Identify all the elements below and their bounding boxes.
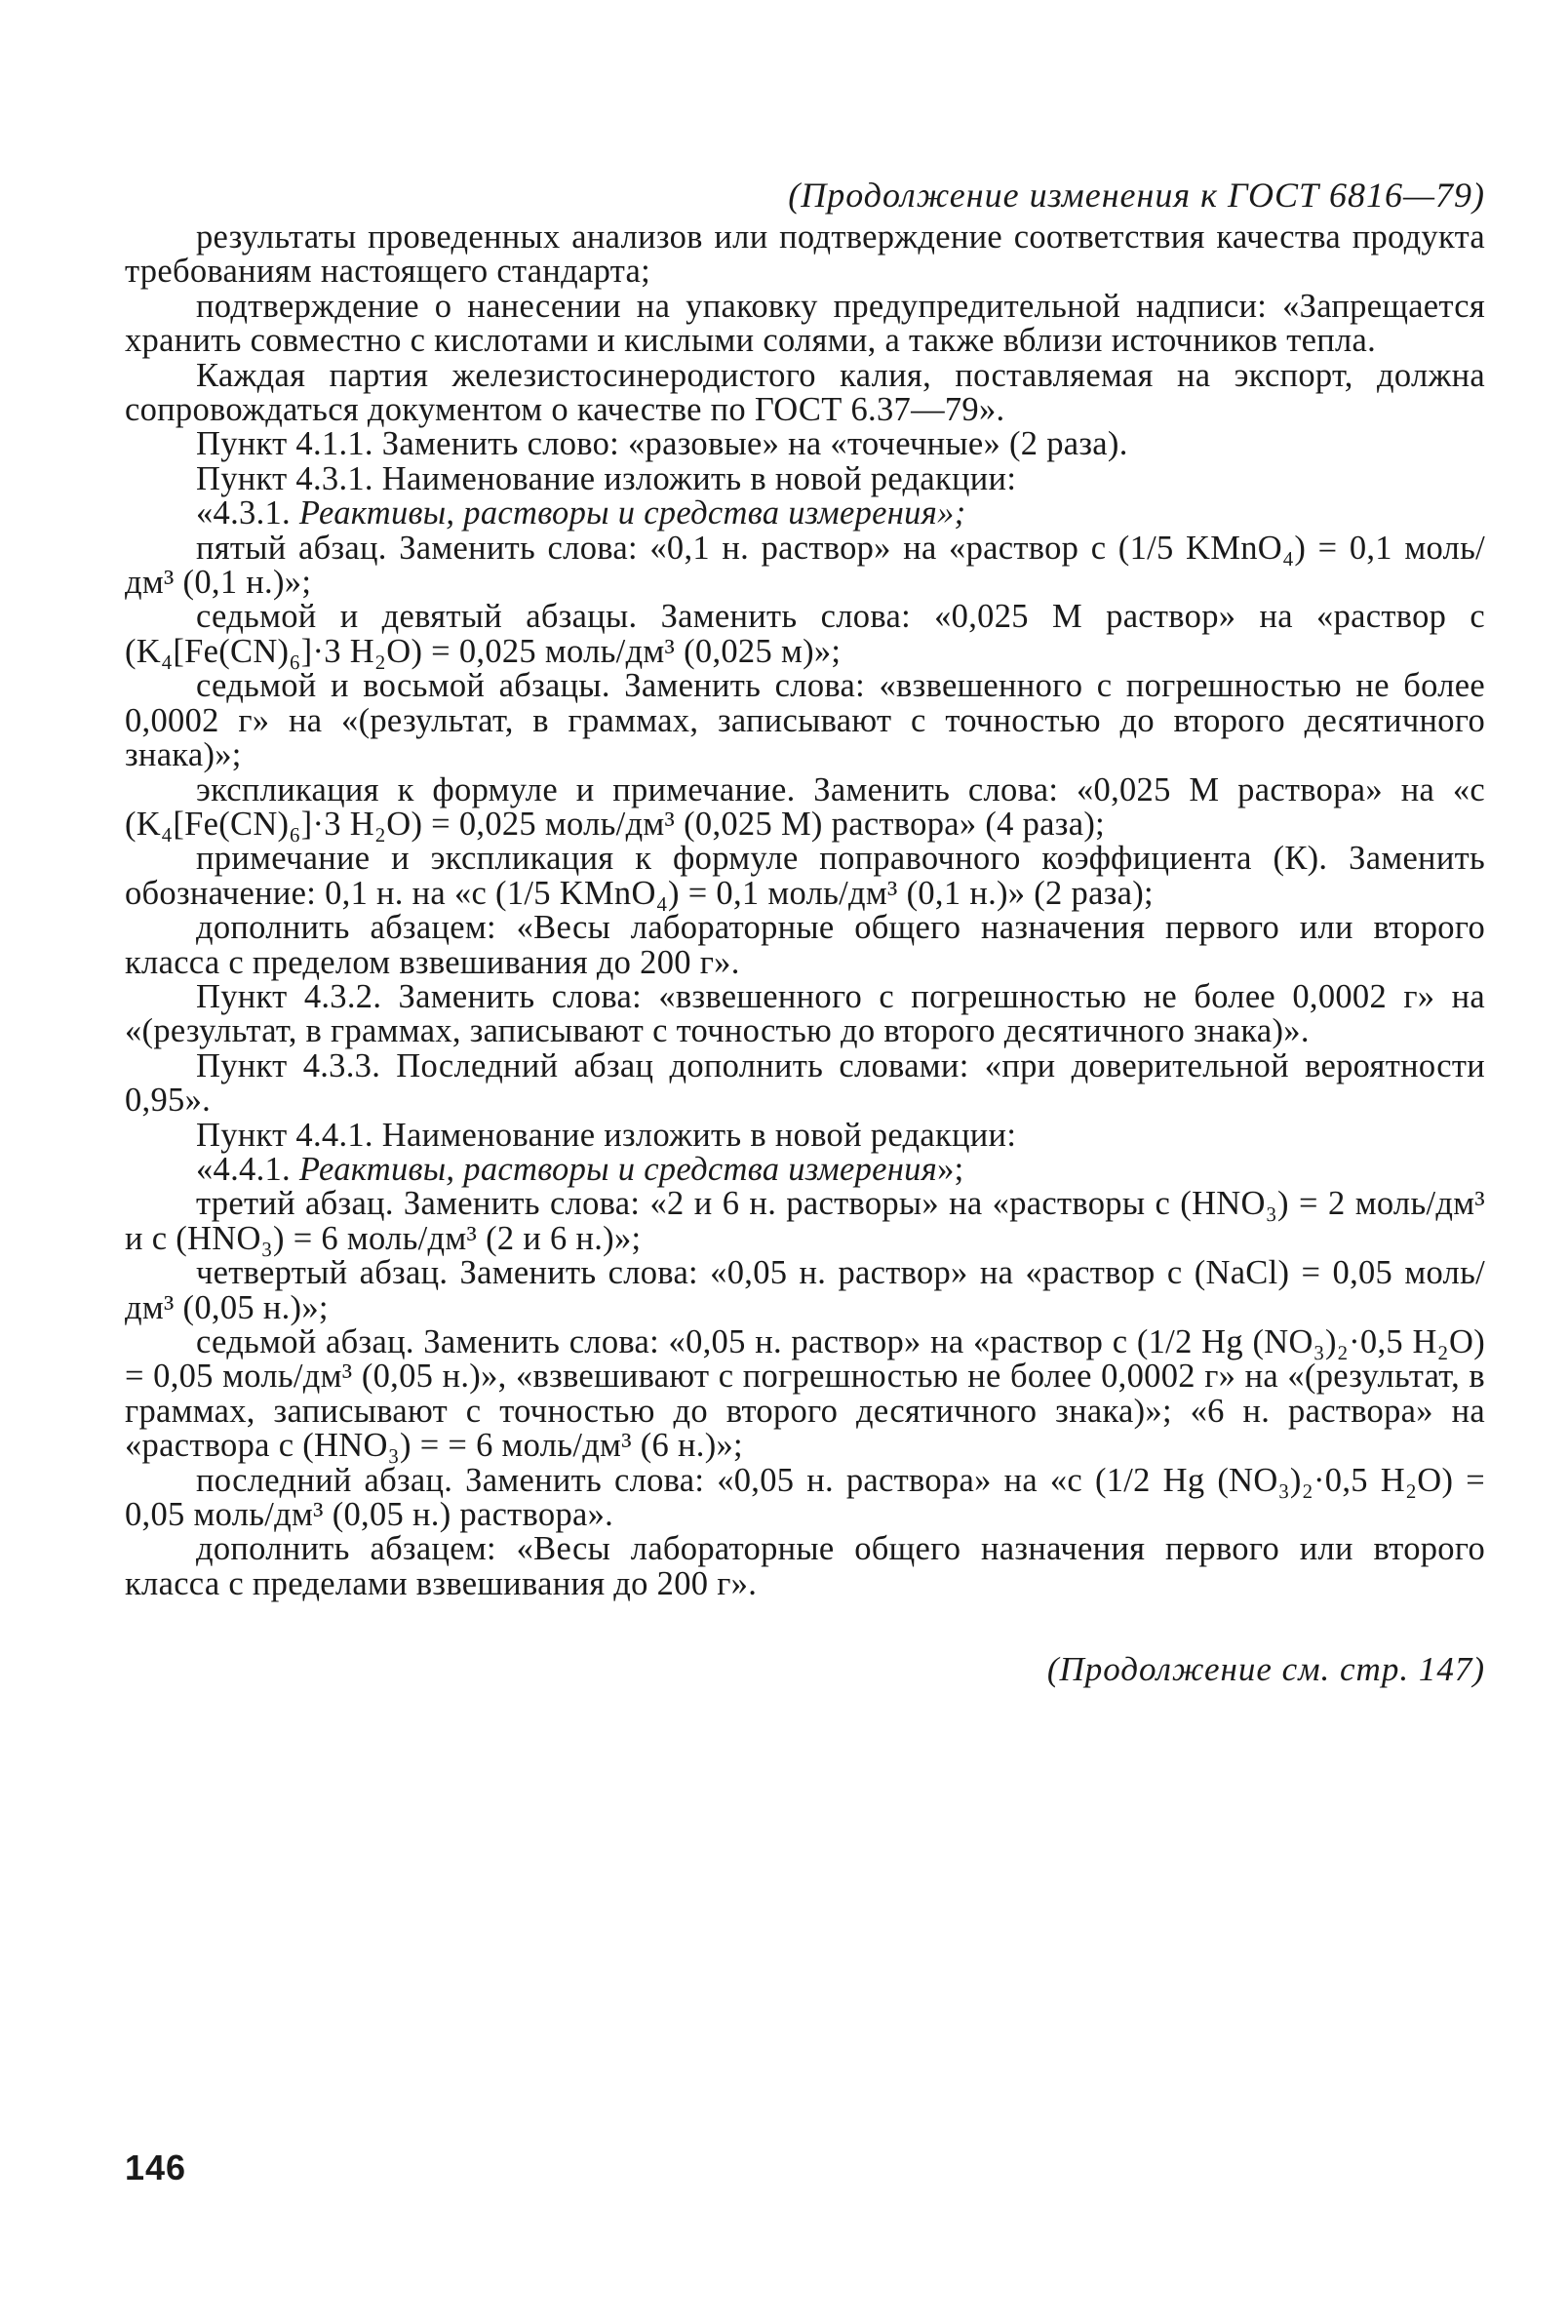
paragraph-15: Пункт 4.4.1. Наименование изложить в новой редакции: xyxy=(196,1116,1017,1154)
paragraph-16 xyxy=(125,1150,1485,1188)
paragraph-4: Пункт 4.1.1. Заменить слово: «разовые» на «точечные» (2 раза). xyxy=(196,425,1128,463)
page-number: 146 xyxy=(125,2147,187,2187)
paragraph-8: седьмой и девятый абзацы. Заменить слова: «0,025 М раствор» на «раствор с (K₄[Fe(CN)₆]·3 H₂O) = 0,025 моль/дм³ (0,025 м)»; xyxy=(125,598,1485,670)
paragraph-2: подтверждение о нанесении на упаковку предупредительной надписи: «Запрещается хранить совместно с кислотами и кислыми солями, а также вблизи источников тепла. xyxy=(125,287,1485,360)
paragraph-19: седьмой абзац. Заменить слова: «0,05 н. раствор» на «раствор с (1/2 Hg (NO₃)₂·0,5 H₂O) = 0,05 моль/дм³ (0,05 н.)», «взвешивают с погрешностью не более 0,0002 г» на «(результат, в граммах, записывают с точностью до второго десятичного знака)»; «6 н. раствора» на «раствора с (HNO₃) = = 6 моль/дм³ (6 н.)»; xyxy=(125,1323,1485,1465)
paragraph-20: последний абзац. Заменить слова: «0,05 н. раствора» на «с (1/2 Hg (NO₃)₂·0,5 H₂O) = 0,05 моль/дм³ (0,05 н.) раствора». xyxy=(125,1461,1485,1534)
page-header: (Продолжение изменения к ГОСТ 6816—79) xyxy=(788,176,1485,215)
paragraph-1: результаты проведенных анализов или подтверждение соответствия качества продукта требованиям настоящего стандарта; xyxy=(125,218,1485,291)
paragraph-16-prefix: «4.4.1. xyxy=(196,1150,299,1188)
paragraph-12: дополнить абзацем: «Весы лабораторные общего назначения первого или второго класса с пределом взвешивания до 200 г». xyxy=(125,909,1485,981)
continuation-note: (Продолжение см. стр. 147) xyxy=(1046,1650,1485,1689)
paragraph-18: четвертый абзац. Заменить слова: «0,05 н. раствор» на «раствор с (NaCl) = 0,05 моль/дм³ (0,05 н.)»; xyxy=(125,1254,1485,1326)
paragraph-5: Пункт 4.3.1. Наименование изложить в новой редакции: xyxy=(196,459,1017,497)
document-page xyxy=(125,176,1485,1689)
paragraph-16-suffix: »; xyxy=(937,1150,964,1188)
paragraph-3: Каждая партия железистосинеродистого калия, поставляемая на экспорт, должна сопровождаться документом о качестве по ГОСТ 6.37—79». xyxy=(125,356,1485,429)
paragraph-7: пятый абзац. Заменить слова: «0,1 н. раствор» на «раствор с (1/5 KMnO₄) = 0,1 моль/дм³ (0,1 н.)»; xyxy=(125,529,1485,602)
paragraph-17: третий абзац. Заменить слова: «2 и 6 н. растворы» на «растворы с (HNO₃) = 2 моль/дм³ и с (HNO₃) = 6 моль/дм³ (2 и 6 н.)»; xyxy=(125,1185,1485,1257)
paragraph-6-italic: Реактивы, растворы и средства измерения»; xyxy=(298,494,966,532)
paragraph-6 xyxy=(125,496,1485,531)
paragraph-11: примечание и экспликация к формуле поправочного коэффициента (К). Заменить обозначение: 0,1 н. на «с (1/5 KMnO₄) = 0,1 моль/дм³ (0,1 н.)» (2 раза); xyxy=(125,840,1485,912)
paragraph-9: седьмой и восьмой абзацы. Заменить слова: «взвешенного с погрешностью не более 0,0002 г» на «(результат, в граммах, записывают с точностью до второго десятичного знака)»; xyxy=(125,667,1485,774)
paragraph-14: Пункт 4.3.3. Последний абзац дополнить словами: «при доверительной вероятности 0,95». xyxy=(125,1046,1485,1120)
paragraph-16-italic: Реактивы, растворы и средства измерения xyxy=(298,1150,938,1188)
paragraph-10: экспликация к формуле и примечание. Заменить слова: «0,025 М раствора» на «с (K₄[Fe(CN)₆]·3 H₂O) = 0,025 моль/дм³ (0,025 М) раствора» (4 раза); xyxy=(125,770,1485,843)
paragraph-13: Пункт 4.3.2. Заменить слова: «взвешенного с погрешностью не более 0,0002 г» на «(результат, в граммах, записывают с точностью до второго десятичного знака)». xyxy=(125,977,1485,1050)
paragraph-21: дополнить абзацем: «Весы лабораторные общего назначения первого или второго класса с пределами взвешивания до 200 г». xyxy=(125,1530,1485,1602)
paragraph-6-prefix: «4.3.1. xyxy=(196,494,299,532)
